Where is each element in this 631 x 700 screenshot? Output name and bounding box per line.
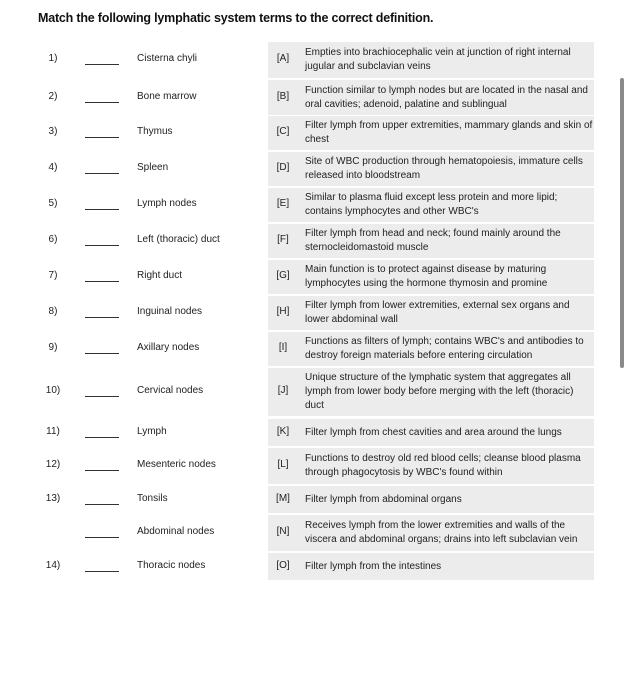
worksheet-title: Match the following lymphatic system terms to the correct definition. (38, 11, 434, 25)
term-label: Cisterna chyli (137, 53, 198, 64)
answer-blank[interactable] (85, 173, 119, 174)
definition-letter: [H] (276, 306, 290, 317)
definition-text: Filter lymph from lower extremities, external sex organs and lower abdominal wall (305, 300, 570, 325)
answer-blank[interactable] (85, 396, 119, 397)
definition-letter: [E] (276, 198, 290, 209)
definition-letter: [J] (277, 385, 289, 396)
definition-letter: [L] (277, 459, 289, 470)
item-number: 5) (48, 198, 58, 209)
definition-letter: [K] (276, 425, 290, 437)
term-label: Inguinal nodes (137, 306, 203, 317)
definition-letter: [N] (276, 526, 290, 537)
definition-letter: [M] (276, 492, 290, 504)
answer-blank[interactable] (85, 102, 119, 103)
term-label: Abdominal nodes (137, 526, 215, 537)
answer-blank[interactable] (85, 317, 119, 318)
definition-text: Functions as filters of lymph; contains WBC's and antibodies to destroy foreign materials before entering circulation (305, 336, 584, 361)
item-number: 2) (48, 90, 58, 102)
scrollbar[interactable] (620, 78, 624, 368)
item-number: 4) (48, 162, 58, 173)
answer-blank[interactable] (85, 437, 119, 438)
answer-blank[interactable] (85, 137, 119, 138)
answer-blank[interactable] (85, 281, 119, 282)
term-label: Lymph nodes (137, 198, 197, 209)
item-number: 10) (45, 385, 61, 396)
item-number: 12) (45, 459, 61, 470)
answer-blank[interactable] (85, 245, 119, 246)
term-label: Cervical nodes (137, 385, 204, 396)
answer-blank[interactable] (85, 504, 119, 505)
definition-text: Empties into brachiocephalic vein at junction of right internal jugular and subclavian veins (305, 47, 571, 72)
item-number: 3) (48, 126, 58, 137)
definition-text: Filter lymph from abdominal organs (305, 493, 462, 505)
item-number: 8) (48, 306, 58, 317)
item-number: 14) (45, 559, 61, 571)
definition-letter: [B] (276, 90, 290, 102)
answer-blank[interactable] (85, 353, 119, 354)
answer-blank[interactable] (85, 470, 119, 471)
definition-letter: [C] (276, 126, 290, 137)
item-number: 9) (48, 342, 58, 353)
definition-letter: [D] (276, 162, 290, 173)
term-label: Thoracic nodes (137, 559, 206, 571)
definition-text: Filter lymph from head and neck; found mainly around the sternocleidomastoid muscle (305, 228, 561, 253)
definition-letter: [I] (278, 342, 288, 353)
definition-text: Site of WBC production through hematopoiesis, immature cells released into bloodstream (305, 156, 583, 181)
answer-blank[interactable] (85, 64, 119, 65)
definition-text: Filter lymph from chest cavities and area around the lungs (305, 426, 562, 438)
term-label: Bone marrow (137, 90, 197, 102)
term-label: Mesenteric nodes (137, 459, 216, 470)
answer-blank[interactable] (85, 537, 119, 538)
item-number: 13) (45, 492, 61, 504)
term-label: Thymus (137, 126, 173, 137)
term-label: Tonsils (137, 492, 168, 504)
item-number: 7) (48, 270, 58, 281)
item-number: 1) (48, 53, 58, 64)
term-label: Left (thoracic) duct (137, 234, 220, 245)
definition-text: Filter lymph from upper extremities, mammary glands and skin of chest (305, 120, 593, 145)
term-label: Lymph (137, 425, 167, 437)
definition-text: Main function is to protect against disease by maturing lymphocytes using the hormone thymosin and promine (305, 264, 548, 289)
definition-letter: [G] (276, 270, 290, 281)
item-number: 11) (46, 425, 60, 437)
definition-text: Unique structure of the lymphatic system that aggregates all lymph from lower body before merging with the left (thoracic) duct (305, 372, 574, 411)
item-number: 6) (48, 234, 58, 245)
definition-letter: [F] (277, 234, 289, 245)
definition-text: Receives lymph from the lower extremities and walls of the viscera and abdominal organs; drains into left subclavian vein (305, 520, 578, 545)
definition-text: Functions to destroy old red blood cells; cleanse blood plasma through phagocytosis by WBC's found within (305, 453, 581, 478)
definition-letter: [A] (276, 53, 290, 64)
term-label: Axillary nodes (137, 342, 200, 353)
answer-blank[interactable] (85, 571, 119, 572)
definition-text: Filter lymph from the intestines (305, 560, 442, 572)
term-label: Spleen (137, 162, 169, 173)
term-label: Right duct (137, 270, 183, 281)
definition-text: Similar to plasma fluid except less protein and more lipid; contains lymphocytes and other WBC's (305, 192, 558, 217)
answer-blank[interactable] (85, 209, 119, 210)
definition-text: Function similar to lymph nodes but are located in the nasal and oral cavities; adenoid, palatine and sublingual (305, 84, 588, 110)
definition-letter: [O] (276, 559, 290, 571)
